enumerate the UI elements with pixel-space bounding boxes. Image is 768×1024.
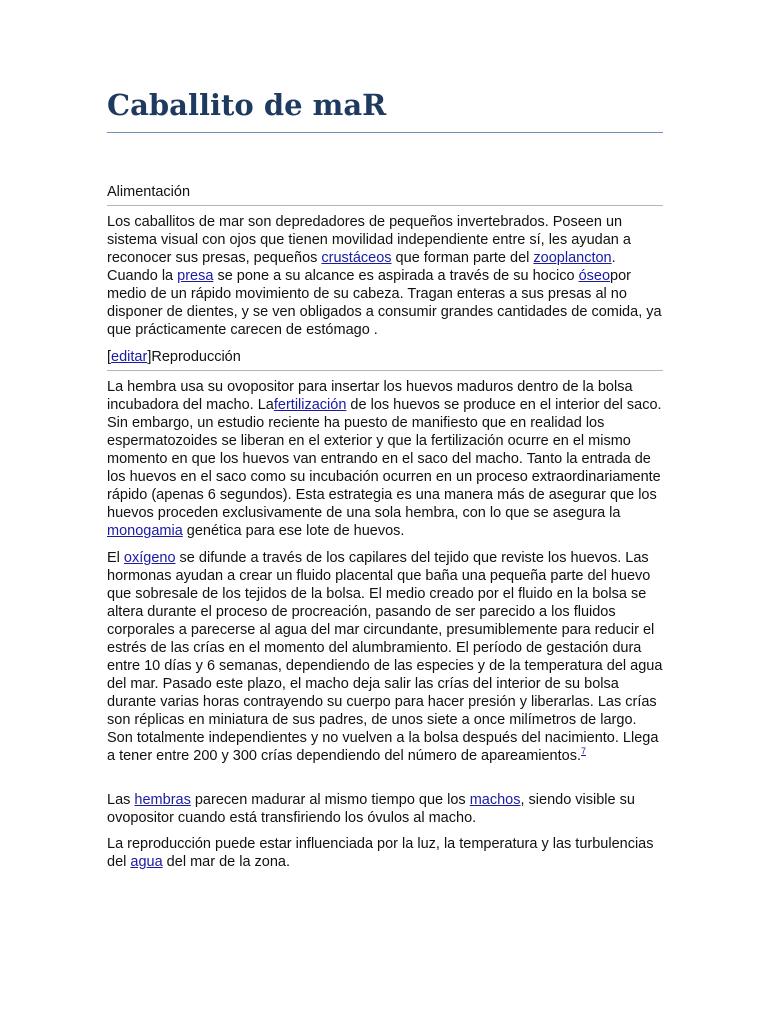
section-heading-label: Reproducción [151,349,241,365]
section-heading-reproduccion [107,348,663,371]
link-presa[interactable]: presa [177,268,214,284]
bracket-open: [ [107,349,112,365]
text-run: El [107,550,124,566]
link-monogamia[interactable]: monogamia [107,523,183,539]
title-divider [107,132,663,133]
section-heading-label: Alimentación [107,184,191,200]
text-run: La reproducción puede estar influenciada por la luz, la temperatura y las turbulencias del [107,836,654,870]
link-zooplancton[interactable]: zooplancton [533,250,612,266]
link-crustaceos[interactable]: crustáceos [321,250,392,266]
edit-link[interactable]: editar [111,349,148,365]
paragraph-reproduccion-3 [107,791,663,827]
text-run: que forman parte del [391,250,534,266]
text-run: Las [107,792,135,808]
text-run: genética para ese lote de huevos. [182,523,405,539]
text-run: se difunde a través de los capilares del tejido que reviste los huevos. Las hormonas ayudan a crear un fluido placental que baña una pequeña parte del huevo que sobresale de los tejidos de la bolsa. El medio creado por el fluido en la bolsa se altera durante el proceso de procreación, pasando de ser parecido a los fluidos corporales a parecerse al agua del mar circundante, presumiblemente para reducir el estrés de las crías en el momento del alumbramiento. El período de gestación dura entre 10 días y 6 semanas, dependiendo de las especies y de la temperatura del agua del mar. Pasado este plazo, el macho deja salir las crías del interior de su bolsa durante varias horas contrayendo su cuerpo para hacer presión y liberarlas. Las crías son réplicas en miniatura de sus padres, de unos siete a once milímetros de largo. Son totalmente independientes y no vuelven a la bolsa después del nacimiento. Llega a tener entre 200 y 300 crías dependiendo del número de apareamientos. [107,550,663,764]
link-oseo[interactable]: óseo [578,268,611,284]
paragraph-alimentacion [107,213,663,339]
section-heading-alimentacion [107,183,663,206]
text-run: se pone a su alcance es aspirada a través de su hocico [213,268,579,284]
text-run: La hembra usa su ovopositor para insertar los huevos maduros dentro de la bolsa incubadora del macho. La [107,379,633,413]
paragraph-reproduccion-2 [107,549,663,765]
text-run: de los huevos se produce en el interior del saco. Sin embargo, un estudio reciente ha puesto de manifiesto que en realidad los espermatozoides se liberan en el exterior y que la fertilización ocurre en el mismo momento en que los huevos van entrando en el saco del macho. Tanto la entrada de los huevos en el saco como su incubación ocurren en un proceso extraordinariamente rápido (apenas 6 segundos). Esta estrategia es una manera más de asegurar que los huevos proceden exclusivamente de una sola hembra, con lo que se asegura la [107,397,662,521]
link-oxigeno[interactable]: oxígeno [123,550,176,566]
paragraph-reproduccion-1 [107,378,663,540]
link-machos[interactable]: machos [469,792,521,808]
page-title: Caballito de maR [107,88,387,122]
paragraph-reproduccion-4 [107,835,663,871]
link-fertilizacion[interactable]: fertilización [273,397,347,413]
text-run: , siendo visible su ovopositor cuando está transfiriendo los óvulos al macho. [107,792,635,826]
link-agua[interactable]: agua [130,854,163,870]
text-run: . Cuando la [107,250,616,284]
text-run: del mar de la zona. [162,854,291,870]
text-run: Los caballitos de mar son depredadores de pequeños invertebrados. Poseen un sistema visual con ojos que tienen movilidad independiente entre sí, les ayudan a reconocer sus presas, pequeños [107,214,631,266]
bracket-close: ] [147,349,152,365]
reference-link[interactable]: 7 [581,746,587,757]
text-run: por medio de un rápido movimiento de su cabeza. Tragan enteras a sus presas al no disponer de dientes, y se ven obligados a consumir grandes cantidades de comida, ya que prácticamente carecen de estómago . [107,268,662,338]
link-hembras[interactable]: hembras [134,792,191,808]
text-run: parecen madurar al mismo tiempo que los [190,792,470,808]
section-divider [107,370,663,371]
section-divider [107,205,663,206]
